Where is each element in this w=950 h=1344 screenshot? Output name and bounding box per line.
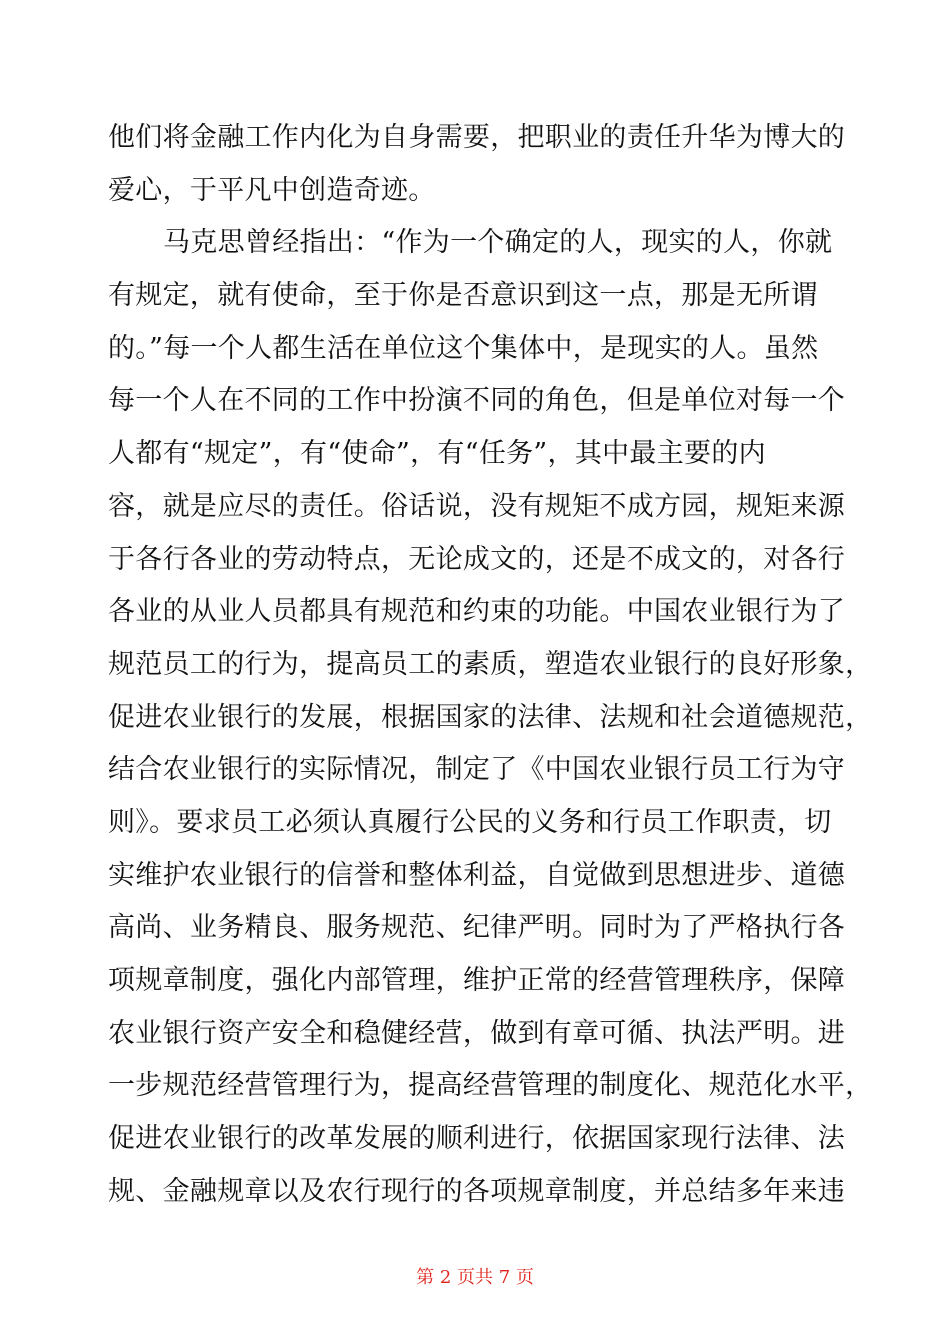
text-line: 项规章制度，强化内部管理，维护正常的经营管理秩序，保障 — [108, 965, 846, 996]
text-line: 规范员工的行为，提高员工的素质，塑造农业银行的良好形象， — [108, 648, 873, 680]
text-line: 人都有“规定”，有“使命”，有“任务”，其中最主要的内 — [108, 438, 766, 470]
text-line: 规、金融规章以及农行现行的各项规章制度，并总结多年来违 — [108, 1175, 846, 1207]
text-line: 促进农业银行的改革发展的顺利进行，依据国家现行法律、法 — [108, 1123, 846, 1155]
text-line: 他们将金融工作内化为自身需要，把职业的责任升华为博大的 — [108, 122, 846, 153]
text-line: 结合农业银行的实际情况，制定了《中国农业银行员工行为守 — [108, 754, 846, 786]
text-line: 一步规范经营管理行为，提高经营管理的制度化、规范化水平， — [108, 1070, 873, 1102]
text-line: 各业的从业人员都具有规范和约束的功能。中国农业银行为了 — [108, 596, 846, 628]
body-text — [108, 112, 873, 1218]
text-line: 有规定，就有使命，至于你是否意识到这一点，那是无所谓 — [108, 280, 818, 312]
text-line: 高尚、业务精良、服务规范、纪律严明。同时为了严格执行各 — [108, 912, 846, 944]
text-line: 每一个人在不同的工作中扮演不同的角色，但是单位对每一个 — [108, 385, 846, 417]
paragraph-start-line: 马克思曾经指出：“作为一个确定的人，现实的人，你就 — [163, 227, 833, 259]
text-line: 的。”每一个人都生活在单位这个集体中，是现实的人。虽然 — [108, 332, 819, 364]
text-line: 则》。要求员工必须认真履行公民的义务和行员工作职责，切 — [108, 806, 832, 838]
text-line: 促进农业银行的发展，根据国家的法律、法规和社会道德规范， — [108, 701, 873, 733]
text-line: 容，就是应尽的责任。俗话说，没有规矩不成方园，规矩来源 — [108, 490, 846, 522]
text-line: 农业银行资产安全和稳健经营，做到有章可循、执法严明。进 — [108, 1017, 846, 1049]
text-line: 于各行各业的劳动特点，无论成文的，还是不成文的，对各行 — [108, 543, 846, 575]
text-line: 爱心，于平凡中创造奇迹。 — [108, 174, 436, 206]
text-line: 实维护农业银行的信誉和整体利益，自觉做到思想进步、道德 — [108, 859, 846, 891]
page-number-footer: 第 2 页共 7 页 — [416, 1267, 534, 1288]
